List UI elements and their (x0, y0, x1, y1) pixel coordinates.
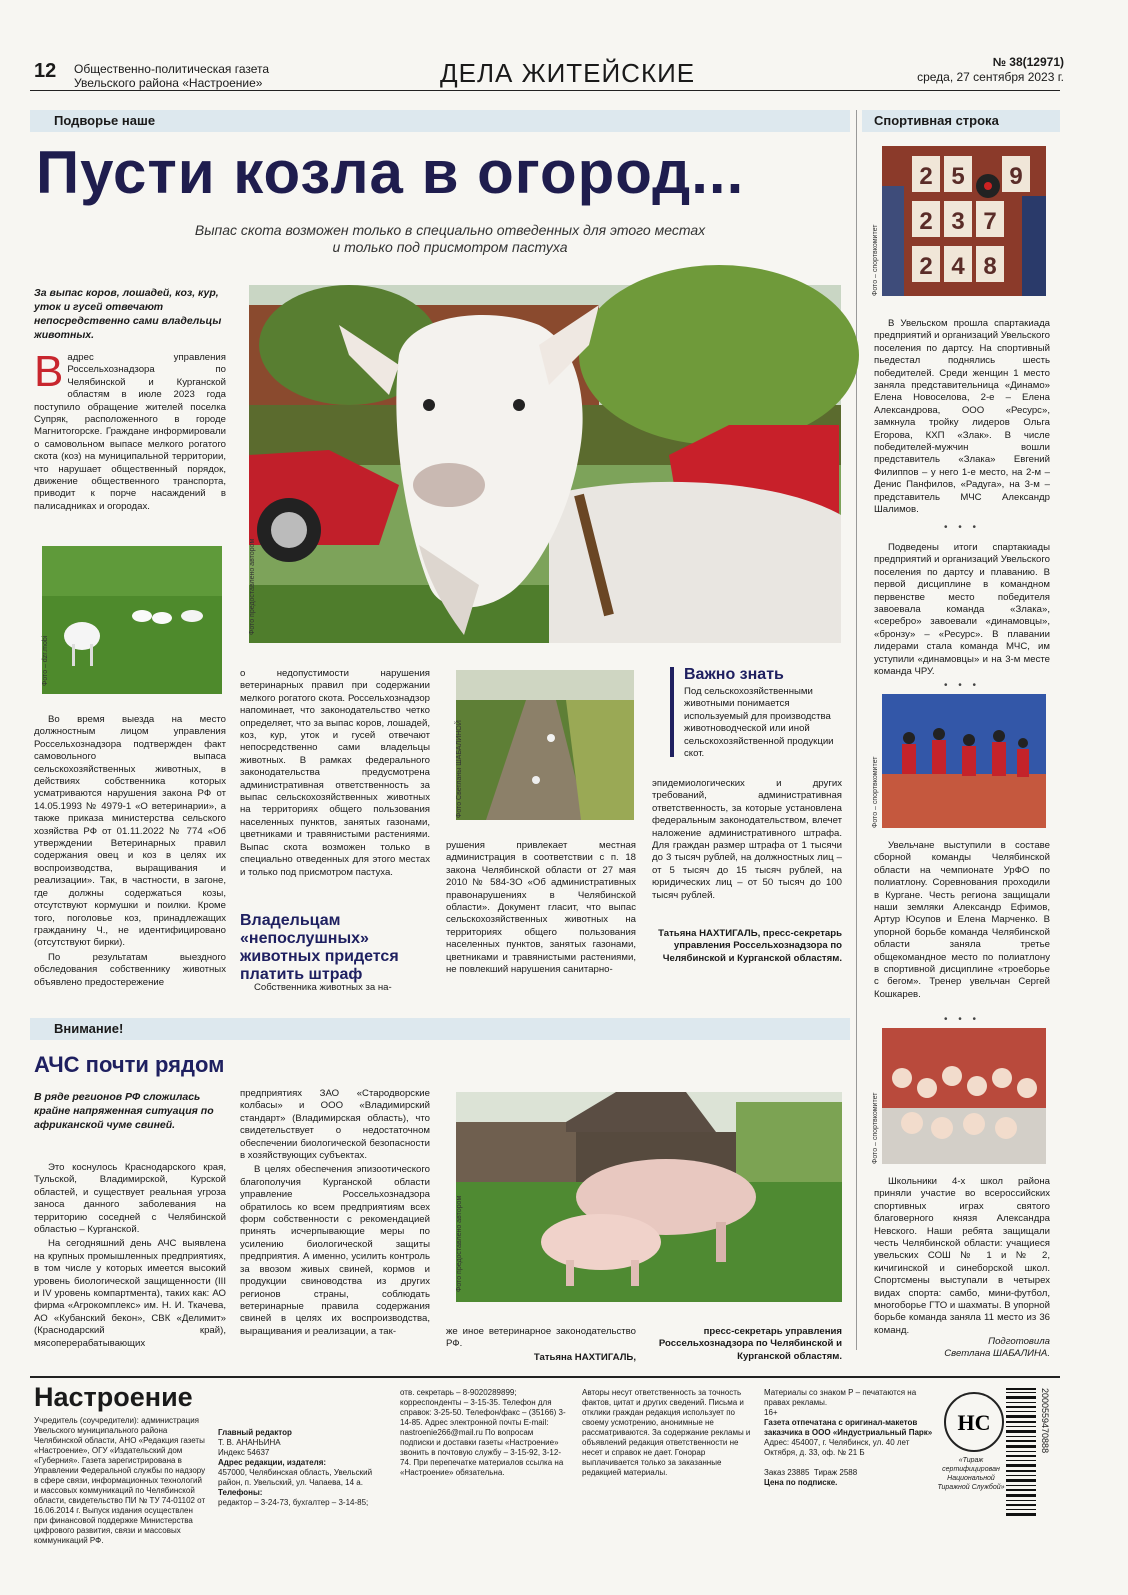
sport-band-label: Спортивная строка (874, 113, 999, 128)
sport-photo-credit-2: Фото – спортвкомитет (872, 756, 879, 828)
footer-address: 457000, Челябинская область, Увельский район, п. Увельский, ул. Чапаева, 14 а. (218, 1468, 373, 1487)
article2-col2 (240, 1088, 430, 1340)
dart-digit: 7 (983, 208, 997, 235)
publication-line-2: Увельского района «Настроение» (74, 76, 263, 90)
paragraph-6: рушения привлекает местная администрация в соответствии с п. 18 закона Челябинской области от 27 мая 2010 № 584-ЗО «Об административных правонарушениях в Челябинской области». Документ гласит, что выпас сельскохозяйственных животных на территориях общего пользования населенных пунктов, занятых газонами, цветниками и травянистыми растениями, не повлекший нарушения санитарно- (446, 840, 636, 976)
a2-paragraph-5: же иное ветеринарное законодательство РФ. (446, 1326, 636, 1350)
barcode-icon (1004, 1388, 1052, 1518)
publication-line-1: Общественно-политическая газета (74, 62, 270, 76)
article2-lead: В ряде регионов РФ сложилась крайне напряженная ситуация по африканской чуме свиней. (34, 1091, 214, 1131)
footer-order: Заказ 23885 (764, 1468, 810, 1477)
issue-number: № 38(12971) (992, 55, 1064, 69)
dart-digit: 2 (919, 208, 933, 235)
a2-paragraph-4: В целях обеспечения эпизоотического благополучия Курганской области управление Россельхознадзора обратилось ко всем предприятиям всех форм собственности с рекомендацией принять исчерпывающие меры по усилению биологической защиты предприятия. А именно, усилить контроль за ввозом живых свиней, кормов и продукции свиноводства из других регионов страны, соблюдать ветеринарные правила содержания свиней в целях их воспроизводства, выращивания и реализации, а так- (240, 1164, 430, 1337)
paragraph-1: адрес управления Россельхознадзора по Челябинской и Курганской областям в июле 2023 года поступило обращение жителей поселка Супряк, расположенного в городе Магнитогорске. Граждане информировали о самовольном выпасе мелкого рогатого скота (коз) на муниципальной территории, что нарушает общественный порядок, движение общественного транспорта, приводит к порче насаждений в палисадниках и огородах. (34, 352, 226, 512)
dart-digit: 8 (983, 253, 997, 280)
header-rule (30, 90, 1060, 91)
dart-digit: 2 (919, 163, 933, 190)
article2-col3 (446, 1326, 636, 1353)
article-col4-text (652, 778, 842, 904)
paragraph-7: эпидемиологических и других требований, административная ответственность, за которые установлена федеральным законодательством, влечет наложение административного штрафа. Для граждан размер штрафа от 1 тысячи до 3 тысяч рублей, на должностных лиц – от 5 тысяч до 15 тысяч рублей, на юридических лиц – от 50 тысяч до 100 тысяч рублей. (652, 778, 842, 901)
dart-digit: 3 (951, 208, 965, 235)
sport-item-4-text: Школьники 4-х школ района приняли участие во всероссийских спортивных играх святого благоверного князя Александра Невского. Наши ребята защищали честь Челябинской области: учащиеся увельских СОШ № 1 и № 2, кичигинской и синеборской школ. Спортсмены выступали в четырех видах спорта: самбо, мини-футбол, многоборье ГТО и шахматы. В упорной борьбе команда заняла 11 место из 36 команд. (874, 1176, 1050, 1336)
goat-photo (249, 285, 841, 643)
a2-paragraph-2: На сегодняшний день АЧС выявлена на крупных промышленных предприятиях, в том числе у которых имеется высокий уровень биологической защищенности (III и IV уровень компартмента), таких как: АО фирма «Агрокомплекс» им. Н. И. Ткачева, АО «Кубанский бекон», СВК «Делимит» (Краснодарский край), мясоперерабатывающих (34, 1238, 226, 1349)
footer-printer-address: Адрес: 454007, г. Челябинск, ул. 40 лет Октября, д. 33, оф. № 21 Б (764, 1438, 910, 1457)
footer-index: Индекс 54637 (218, 1448, 270, 1457)
section-title: ДЕЛА ЖИТЕЙСКИЕ (440, 58, 696, 88)
sport-dots-3: • • • (943, 1014, 981, 1025)
issue-info (894, 55, 1064, 85)
sport-item-3 (874, 840, 1050, 1003)
article2-title: АЧС почти рядом (34, 1052, 225, 1077)
footer-phones: редактор – 3-24-73, бухгалтер – 3-14-85; (218, 1498, 369, 1507)
footer-col-5 (764, 1388, 940, 1488)
pigs-photo (456, 1092, 842, 1302)
page-number: 12 (34, 60, 57, 82)
sport-photo-kids (872, 1028, 1046, 1164)
sport-photo-darts (872, 146, 1046, 296)
photo-credit-pigs: Фото предоставлено автором (456, 1195, 463, 1292)
sport-item-4 (874, 1176, 1050, 1339)
sport-dots-2: • • • (943, 680, 981, 691)
footer-phones-label: Телефоны: (218, 1488, 263, 1497)
sport-item-1-text: В Увельском прошла спартакиада предприятий и организаций Увельского поселения по дартсу. На спортивный пьедестал поднялись шесть победителей. Среди женщин 1 место заняла представительница «Динамо» Елена Новоселова, 2-е – Елена Александрова, ООО «Ресурс», замкнула тройку лидеров Ольга Егорова, КХП «Злак». В числе победителей-мужчин вошли представитель «Злака» Евгений Филиппов – у него 1-е место, на 2-м – Денис Панфилов, «Радуга», на 3-м – представитель МЧС Александр Шалимов. (874, 318, 1050, 516)
sport-photo-run (872, 694, 1046, 828)
sport-item-2-text: Подведены итоги спартакиады предприятий и организаций Увельского поселения по дартсу и плаванию. В первой дисциплине в командном первенстве место победителя завоевала команда «Злака», «серебро» завоевали «динамовцы», «бронзу» – «Ресурс». В плавании лидерами стала команда МЧС, им уступили «динамовцы» и на 3-м месте команда ЧРУ. (874, 542, 1050, 678)
important-bar (670, 667, 674, 757)
a2-sign-role: пресс-секретарь управления Россельхознадзора по Челябинской и Курганской областям. (658, 1326, 842, 1362)
rubric-label: Подворье наше (54, 113, 156, 128)
issue-date: среда, 27 сентября 2023 г. (917, 70, 1064, 84)
paragraph-4: о недопустимости нарушения ветеринарных правил при содержании мелкого рогатого скота. Россельхознадзор напоминает, что законодательство четко определяет, что за выпас коров, лошадей, коз, кур, уток и гусей отвечают непосредственно сами владельцы животных. В рамках федерального законодательства предусмотрена административная ответственность за выпас сельскохозяйственных животных на территориях общего пользования населенных пунктов, занятых газонами, цветниками и травянистыми растениями. Выпас скота возможен только в специально отведенных для этого местах и только под присмотром пастуха. (240, 668, 430, 878)
dropcap: В (34, 347, 64, 396)
sport-signoff (874, 1336, 1050, 1360)
important-text: Под сельскохозяйственными животными понимается используемый для производства животноводческой или иной сельскохозяйственной продукции скот. (684, 686, 834, 760)
footer-ad-note: Материалы со знаком Р – печатаются на правах рекламы. (764, 1388, 917, 1407)
footer-rule (30, 1376, 1060, 1378)
article-lead: За выпас коров, лошадей, коз, кур, уток и гусей отвечают непосредственно сами владельцы животных. (34, 287, 222, 341)
article-intro (34, 347, 226, 513)
article-col2-text (240, 668, 430, 881)
svg-text:НС: НС (957, 1410, 991, 1435)
subtitle-line-1: Выпас скота возможен только в специально отведенных для этого местах (194, 222, 706, 238)
attention-band (30, 1018, 850, 1040)
circulation-seal-icon (944, 1392, 1004, 1452)
footer-col-4: Авторы несут ответственность за точность фактов, цитат и других сведений. Письма и отклики граждан редакция использует по своему усмотрению, анонимные не рассматриваются. За содержание рекламы и объявлений редакция ответственности не несет и справок не дает. Гонорар выплачивается только за заказанные редакцией материалы. (582, 1388, 751, 1477)
paragraph-5-box (240, 982, 430, 996)
article2-col1 (34, 1162, 226, 1352)
a2-paragraph-3: предприятиях ЗАО «Стародворские колбасы» и ООО «Владимирский стандарт» (Владимирская область), что свидетельствует о недостаточном обеспечении биологической безопасности в хозяйствующих субъектах. (240, 1088, 430, 1162)
road-photo (456, 670, 634, 820)
paragraph-3: По результатам выездного обследования собственнику животных объявлено предостережение (34, 951, 226, 988)
footer-run: Тираж 2588 (813, 1468, 858, 1477)
article-title: Пусти козла в огород... (36, 139, 745, 206)
attention-label: Внимание! (54, 1021, 124, 1036)
goats-small-photo (42, 546, 222, 694)
photo-credit-goats-small: Фото – dzr.mobi (42, 635, 49, 686)
footer-logo: Настроение (34, 1382, 193, 1412)
important-title: Важно знать (684, 666, 784, 683)
a2-sign-name: Татьяна НАХТИГАЛЬ, (533, 1352, 636, 1363)
footer-col-1: Учредитель (соучредители): администрация Увельского муниципального района Челябинской области, АНО «Редакция газеты «Настроение», ОГУ «Издательский дом «Губерния». Газета зарегистрирована в Управлении Федеральной службы по надзору в сфере связи, информационных технологий и массовых коммуникаций по Челябинской области, свидетельство ПИ № ТУ 74-01102 от 16.06.2014 г. Выпуск издания осуществлен при финансовой поддержке Министерства цифрового развития, связи и массовых коммуникаций РФ. (34, 1416, 206, 1545)
photo-credit-road: Фото Светланы ШАБАЛИНОЙ (456, 720, 463, 818)
footer-printer: Газета отпечатана с оригинал-макетов заказчика в ООО «Индустриальный Парк» (764, 1418, 933, 1437)
a2-paragraph-1: Это коснулось Краснодарского края, Тульской, Владимирской, Курской областей, и существует реальная угроза заноса данного заболевания на территорию соседней с Челябинской областью – Курганской. (34, 1162, 226, 1236)
dart-digit: 2 (919, 253, 933, 280)
footer-editor-label: Главный редактор (218, 1428, 292, 1437)
subtitle-line-2: и только под присмотром пастуха (332, 239, 568, 255)
dart-digit: 4 (951, 253, 965, 280)
sport-signoff-1: Подготовила (988, 1336, 1050, 1347)
footer-age: 16+ (764, 1408, 778, 1417)
paragraph-5: Собственника животных за на- (254, 982, 392, 993)
publication-info (74, 62, 269, 90)
article-col1-text (34, 714, 226, 991)
sport-item-3-text: Увельчане выступили в составе сборной команды Челябинской области на чемпионате УрФО по полиатлону. Соревнования проходили в Кургане. Честь региона защищали наши земляки Александр Ефимов, Артур Юсупов и Елена Марченко. В упорной борьбе команда Челябинской области заняла третье общекомандное место по полиатлону в спортивной дисциплине «троеборье с бегом». Тренер увельчан Сергей Кошкарев. (874, 840, 1050, 1000)
sport-signoff-2: Светлана ШАБАЛИНА. (944, 1348, 1050, 1359)
footer-col-2 (218, 1428, 388, 1508)
paragraph-2: Во время выезда на место должностным лицом управления Россельхознадзора подтвержден факт самовольного выпаса сельскохозяйственных животных, в действиях собственника которых усматриваются нарушения закона РФ от 14.05.1993 № 4979-1 «О ветеринарии», а также приказа министерства сельского хозяйства РФ от 01.11.2022 № 774 «Об утверждении Ветеринарных правил содержания овец и коз в целях их воспроизводства, выращивания и реализации». Так, в частности, в загоне, где должны содержаться козы, отсутствуют кормушки и поилки. Кроме того, поголовье коз, принадлежащих гражданину Ч., не идентифицировано (отсутствуют бирки). (34, 714, 226, 949)
dart-digit: 5 (951, 163, 965, 190)
sport-photo-credit-1: Фото – спортвкомитет (872, 224, 879, 296)
sport-photo-credit-3: Фото – спортвкомитет (872, 1092, 879, 1164)
footer-col-3: отв. секретарь – 8-9020289899; корреспонденты – 3-15-35. Телефон для справок: 3-25-50. Телефон/факс – (35166) 3-14-85. Адрес электронной почты E-mail: nastroenie266@mail.ru По вопросам подписки и доставки газеты «Настроение» звонить в почтовую службу – 3-15-92, 3-12-74. При перепечатке материалов ссылка на «Настроение» обязательна. (400, 1388, 566, 1477)
sport-item-2 (874, 542, 1050, 680)
footer-editor-name: Т. В. АНАНЬИНА (218, 1438, 281, 1447)
barcode-number: 2000559470888 (1040, 1388, 1050, 1454)
article-signature: Татьяна НАХТИГАЛЬ, пресс-секретарь управления Россельхознадзора по Челябинской и Курганской областям. (658, 928, 842, 964)
article-subtitle (150, 222, 750, 256)
column-divider (856, 110, 857, 1350)
footer-price: Цена по подписке. (764, 1478, 838, 1487)
article-subhead: Владельцам «непослушных» животных придется платить штраф (240, 912, 399, 983)
seal-caption: «Тираж сертифицирован Национальной Тиражной Службой» (937, 1457, 1005, 1491)
sport-dots-1: • • • (943, 522, 981, 533)
dart-digit: 9 (1009, 163, 1023, 190)
sport-item-1 (874, 318, 1050, 519)
article-col3-text (446, 840, 636, 978)
photo-credit-goat: Фото предоставлено автором (249, 538, 256, 635)
footer-address-label: Адрес редакции, издателя: (218, 1458, 327, 1467)
